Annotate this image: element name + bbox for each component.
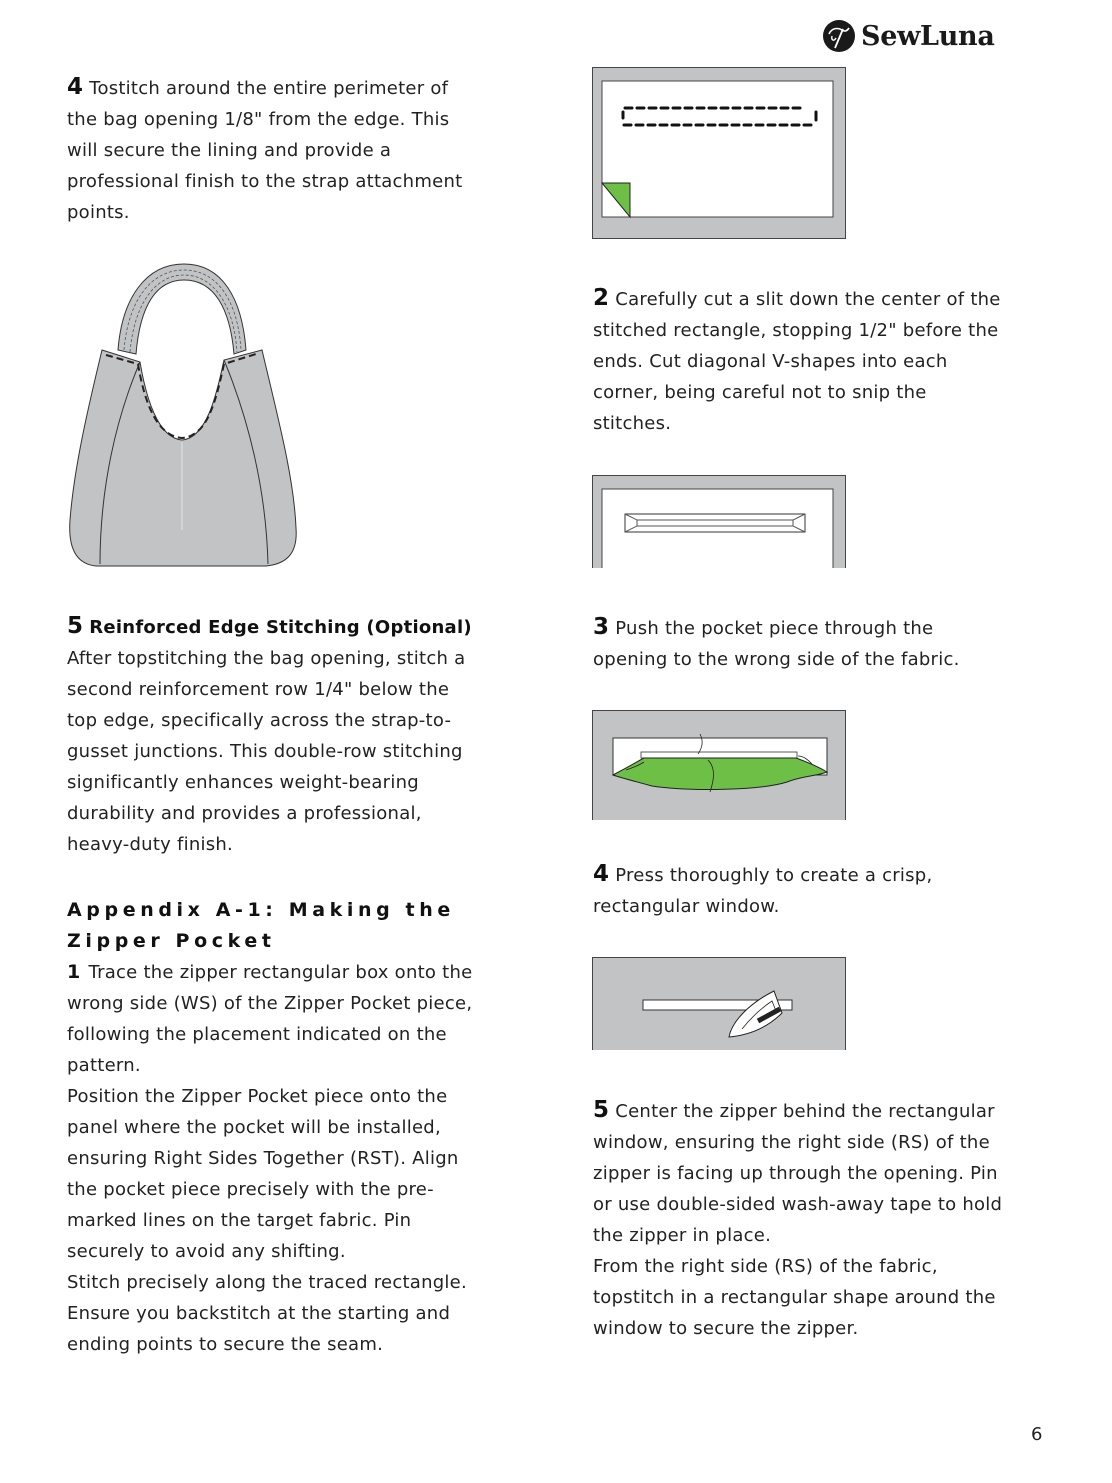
text-line: Center the zipper behind the rectangular	[615, 1101, 995, 1122]
text-line: gusset junctions. This double-row stitching	[67, 741, 463, 762]
push-through-figure	[592, 710, 847, 820]
text-line: professional finish to the strap attachment	[67, 171, 463, 192]
iron-press-figure	[592, 957, 847, 1050]
text-line: Tostitch around the entire perimeter of	[89, 78, 449, 99]
text-line: the zipper in place.	[593, 1225, 772, 1246]
text-line: points.	[67, 202, 130, 223]
text-line: Carefully cut a slit down the center of the	[615, 289, 1001, 310]
appendix-title-line: Zipper Pocket	[67, 930, 276, 952]
text-line: wrong side (WS) of the Zipper Pocket piece,	[67, 993, 473, 1014]
text-line: topstitch in a rectangular shape around the	[593, 1287, 996, 1308]
bag-illustration	[66, 258, 302, 570]
text-line: After topstitching the bag opening, stitch a	[67, 648, 466, 669]
right-step-2	[593, 283, 1063, 439]
step-number: 3	[593, 614, 610, 640]
text-line: Press thoroughly to create a crisp,	[615, 865, 933, 886]
text-line: top edge, specifically across the strap-to-	[67, 710, 452, 731]
text-line: Position the Zipper Pocket piece onto the	[67, 1086, 448, 1107]
brand-logo	[823, 20, 995, 52]
text-line: Trace the zipper rectangular box onto the	[88, 962, 473, 983]
text-line: the pocket piece precisely with the pre-	[67, 1179, 434, 1200]
right-step-3	[593, 612, 1063, 675]
left-step-5	[67, 611, 537, 860]
slit-cut-figure	[592, 475, 847, 568]
needle-thread-logo-icon	[823, 20, 855, 52]
text-line: corner, being careful not to snip the	[593, 382, 927, 403]
text-line: heavy-duty finish.	[67, 834, 234, 855]
text-line: From the right side (RS) of the fabric,	[593, 1256, 938, 1277]
text-line: window to secure the zipper.	[593, 1318, 859, 1339]
text-line: Push the pocket piece through the	[615, 618, 934, 639]
text-line: pattern.	[67, 1055, 141, 1076]
step-title: Reinforced Edge Stitching (Optional)	[89, 617, 472, 638]
step-number: 5	[593, 1097, 610, 1123]
step-number: 5	[67, 613, 84, 639]
right-step-5	[593, 1095, 1063, 1344]
text-line: securely to avoid any shifting.	[67, 1241, 346, 1262]
step-number: 2	[593, 285, 610, 311]
text-line: ends. Cut diagonal V-shapes into each	[593, 351, 948, 372]
text-line: rectangular window.	[593, 896, 780, 917]
text-line: stitched rectangle, stopping 1/2" before the	[593, 320, 999, 341]
step-number: 4	[593, 861, 610, 887]
right-step-4	[593, 859, 1063, 922]
text-line: following the placement indicated on the	[67, 1024, 447, 1045]
text-line: marked lines on the target fabric. Pin	[67, 1210, 412, 1231]
text-line: ensuring Right Sides Together (RST). Align	[67, 1148, 459, 1169]
page-number: 6	[1031, 1424, 1043, 1445]
left-step-4	[67, 72, 537, 228]
step-number: 4	[67, 74, 84, 100]
appendix-section	[67, 895, 537, 1360]
step-number: 1	[67, 961, 81, 983]
appendix-title-line: Appendix A-1: Making the	[67, 899, 455, 921]
traced-rectangle-figure	[592, 67, 847, 240]
text-line: opening to the wrong side of the fabric.	[593, 649, 960, 670]
text-line: the bag opening 1/8" from the edge. This	[67, 109, 450, 130]
text-line: or use double-sided wash-away tape to hold	[593, 1194, 1003, 1215]
text-line: panel where the pocket will be installed,	[67, 1117, 441, 1138]
text-line: significantly enhances weight-bearing	[67, 772, 419, 793]
text-line: Ensure you backstitch at the starting and	[67, 1303, 451, 1324]
text-line: window, ensuring the right side (RS) of the	[593, 1132, 990, 1153]
text-line: zipper is facing up through the opening. Pin	[593, 1163, 998, 1184]
text-line: second reinforcement row 1/4" below the	[67, 679, 450, 700]
text-line: stitches.	[593, 413, 672, 434]
text-line: durability and provides a professional,	[67, 803, 422, 824]
text-line: will secure the lining and provide a	[67, 140, 392, 161]
brand-name: SewLuna	[861, 20, 995, 52]
text-line: Stitch precisely along the traced rectangle.	[67, 1272, 467, 1293]
text-line: ending points to secure the seam.	[67, 1334, 384, 1355]
